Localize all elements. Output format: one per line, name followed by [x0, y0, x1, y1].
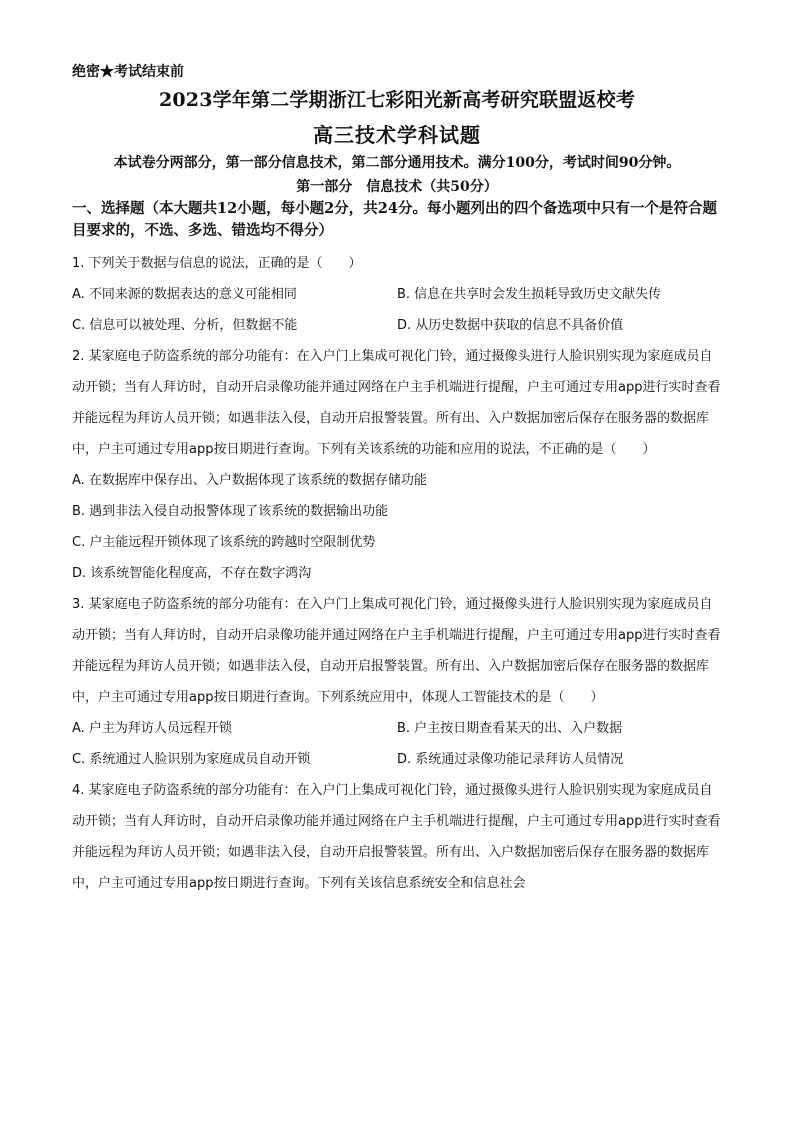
question-2-stem: 2. 某家庭电子防盗系统的部分功能有：在入户门上集成可视化门铃，通过摄像头进行人脸识别实现为家庭成员自动开锁；当有人拜访时，自动开启录像功能并通过网络在户主手机端进行提醒，户主可通过专用app进行实时查看并能远程为拜访人员开锁；如遇非法入侵，自动开启报警装置。所有出、入户数据加密后保存在服务器的数据库中，户主可通过专用app按日期进行查询。下列有关该系统的功能和应用的说法，不正确的是（ ） [72, 349, 721, 457]
question-1-options-row-1 [72, 279, 722, 310]
question-3-option-b: B. 户主按日期查看某天的出、入户数据 [397, 721, 623, 736]
question-3-options-row-2 [72, 744, 722, 775]
question-1-stem: 1. 下列关于数据与信息的说法，正确的是（ ） [72, 256, 362, 271]
question-2-option-d: D. 该系统智能化程度高，不存在数字鸿沟 [72, 566, 312, 581]
secret-mark: 绝密★考试结束前 [72, 64, 184, 80]
exam-intro: 本试卷分两部分，第一部分信息技术，第二部分通用技术。满分100分，考试时间90分钟。 [113, 155, 681, 171]
question-3-option-c: C. 系统通过人脸识别为家庭成员自动开锁 [72, 752, 311, 767]
question-1-option-d: D. 从历史数据中获取的信息不具备价值 [397, 318, 624, 333]
question-1-option-c: C. 信息可以被处理、分析，但数据不能 [72, 318, 298, 333]
exam-subtitle: 高三技术学科试题 [313, 123, 481, 147]
question-1-option-b: B. 信息在共享时会发生损耗导致历史文献失传 [397, 287, 662, 302]
question-3-option-a: A. 户主为拜访人员远程开锁 [72, 721, 232, 736]
exam-title: 2023学年第二学期浙江七彩阳光新高考研究联盟返校考 [158, 89, 636, 111]
question-2-option-a: A. 在数据库中保存出、入户数据体现了该系统的数据存储功能 [72, 473, 427, 488]
exam-page [72, 62, 722, 899]
question-3-options-row-1 [72, 713, 722, 744]
question-4-stem: 4. 某家庭电子防盗系统的部分功能有：在入户门上集成可视化门铃，通过摄像头进行人脸识别实现为家庭成员自动开锁；当有人拜访时，自动开启录像功能并通过网络在户主手机端进行提醒，户主可通过专用app进行实时查看并能远程为拜访人员开锁；如遇非法入侵，自动开启报警装置。所有出、入户数据加密后保存在服务器的数据库中，户主可通过专用app按日期进行查询。下列有关该信息系统安全和信息社会 [72, 783, 721, 891]
question-1-options-row-2 [72, 310, 722, 341]
question-2-option-b: B. 遇到非法入侵自动报警体现了该系统的数据输出功能 [72, 504, 389, 519]
part-title: 第一部分 信息技术（共50分） [296, 179, 498, 195]
question-3-stem: 3. 某家庭电子防盗系统的部分功能有：在入户门上集成可视化门铃，通过摄像头进行人脸识别实现为家庭成员自动开锁；当有人拜访时，自动开启录像功能并通过网络在户主手机端进行提醒，户主可通过专用app进行实时查看并能远程为拜访人员开锁；如遇非法入侵，自动开启报警装置。所有出、入户数据加密后保存在服务器的数据库中，户主可通过专用app按日期进行查询。下列系统应用中，体现人工智能技术的是（ ） [72, 597, 721, 705]
question-1-option-a: A. 不同来源的数据表达的意义可能相同 [72, 287, 297, 302]
question-3-option-d: D. 系统通过录像功能记录拜访人员情况 [397, 752, 624, 767]
section-title: 一、选择题（本大题共12小题，每小题2分，共24分。每小题列出的四个备选项中只有一个是符合题目要求的，不选、多选、错选均不得分） [72, 200, 717, 239]
question-2-option-c: C. 户主能远程开锁体现了该系统的跨越时空限制优势 [72, 535, 376, 550]
